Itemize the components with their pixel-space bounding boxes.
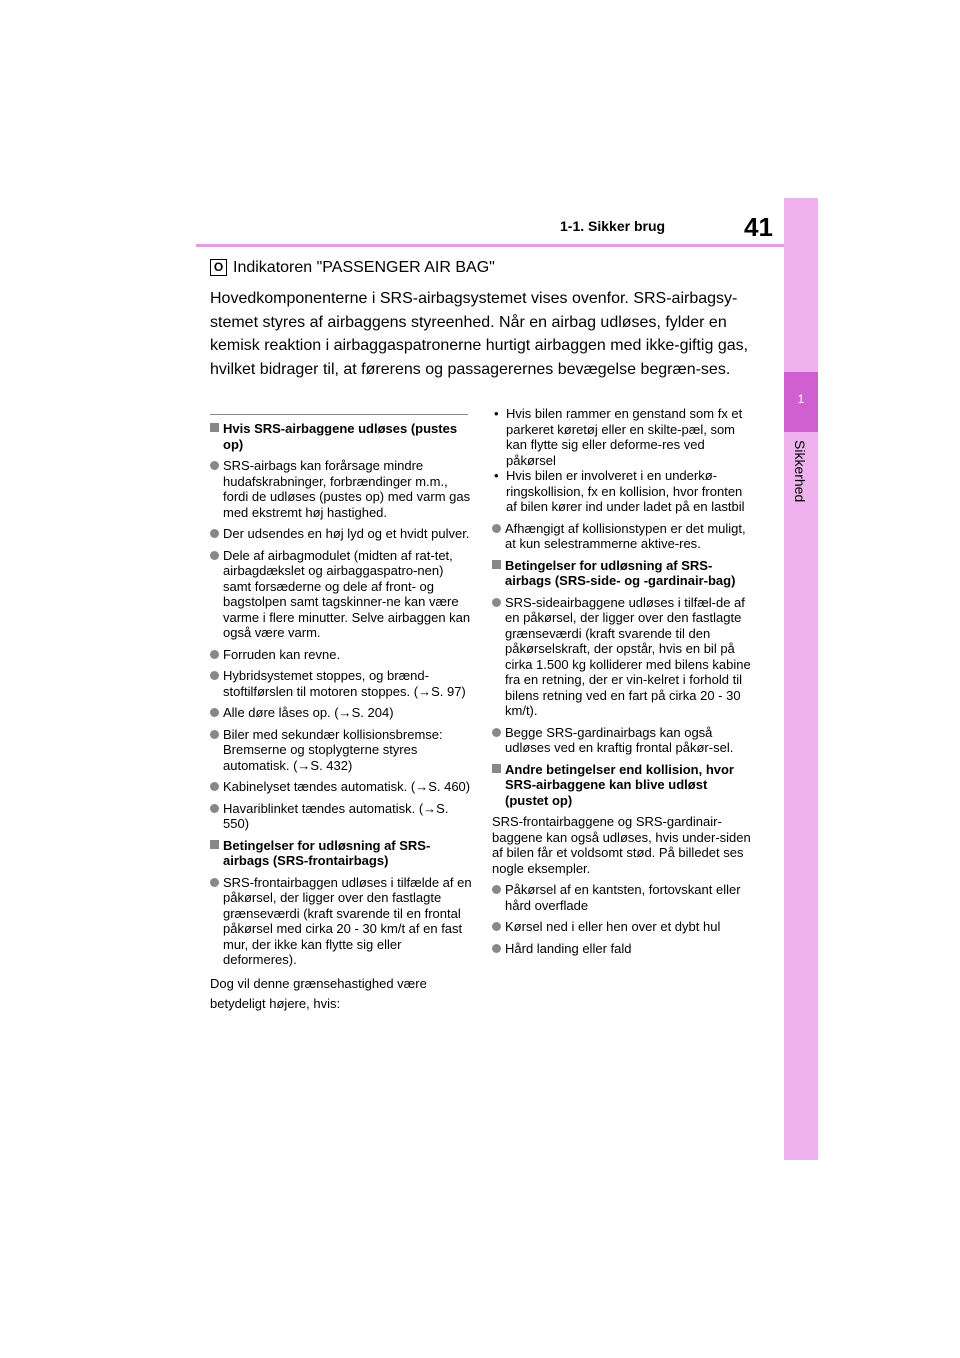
list-item: Dele af airbagmodulet (midten af rat-tet, airbagdækslet og airbaggaspatro-nen) samt forsæderne og dele af front- og bagstolpen samt tagskinner-ne kan være varme i flere minutter. Selve airbaggen kan også være varm. bbox=[210, 548, 472, 641]
dash-item: • Hvis bilen rammer en genstand som fx et parkeret køretøj eller en skilte-pæl, som kan flytte sig eller deforme-res ved påkørsel bbox=[492, 406, 754, 468]
separator bbox=[210, 414, 468, 415]
list-item: Alle døre låses op. (→S. 204) bbox=[210, 705, 472, 721]
section-title: 1-1. Sikker brug bbox=[560, 218, 666, 234]
paragraph: Dog vil denne grænsehastighed være betydeligt højere, hvis: bbox=[210, 975, 427, 1011]
right-column bbox=[492, 406, 754, 962]
header-rule bbox=[196, 244, 784, 247]
list-item: Påkørsel af en kantsten, fortovskant eller hård overflade bbox=[492, 882, 754, 913]
left-column bbox=[210, 421, 472, 1014]
list-item: Kabinelyset tændes automatisk. (→S. 460) bbox=[210, 779, 472, 795]
side-tab bbox=[784, 198, 818, 1160]
list-item: Forruden kan revne. bbox=[210, 647, 472, 663]
list-item: Biler med sekundær kollisionsbremse: Bremserne og stoplygterne styres automatisk. (→S. 432) bbox=[210, 727, 472, 774]
heading-front-conditions: Betingelser for udløsning af SRS-airbags (SRS-frontairbags) bbox=[210, 838, 472, 869]
intro-paragraph: Hovedkomponenterne i SRS-airbagsystemet vises ovenfor. SRS-airbagsy-stemet styres af airbaggens styreenhed. Når en airbag udløses, fylder en kemisk reaktion i airbaggaspatronerne hurtigt airbaggen med ikke-giftig gas, hvilket bidrager til, at førerens og passagerernes bevægelse begræn-ses. bbox=[210, 290, 749, 378]
heading-other-conditions: Andre betingelser end kollision, hvor SRS-airbaggene kan blive udløst (pustet op) bbox=[492, 762, 754, 809]
dash-item: • Hvis bilen er involveret i en underkø-ringskollision, fx en kollision, hvor fronten af bilen kører ind under ladet på en lastbil bbox=[492, 468, 754, 515]
list-item: Afhængigt af kollisionstypen er det muligt, at kun selestrammerne aktive-res. bbox=[492, 521, 754, 552]
list-item: Havariblinket tændes automatisk. (→S. 550) bbox=[210, 801, 472, 832]
dash-list bbox=[492, 406, 754, 515]
callout-title: Indikatoren "PASSENGER AIR BAG" bbox=[233, 259, 495, 276]
list-item: Kørsel ned i eller hen over et dybt hul bbox=[492, 919, 754, 935]
paragraph: SRS-frontairbaggene og SRS-gardinair-baggene kan også udløses, hvis under-siden af bilen får et voldsomt stød. På billedet ses nogle eksempler. bbox=[492, 814, 751, 876]
list-item: Begge SRS-gardinairbags kan også udløses ved en kraftig frontal påkør-sel. bbox=[492, 725, 754, 756]
chapter-label-wrap bbox=[784, 440, 818, 530]
list-item: Der udsendes en høj lyd og et hvidt pulver. bbox=[210, 526, 472, 542]
list-item: Hybridsystemet stoppes, og brænd-stoftilførslen til motoren stoppes. (→S. 97) bbox=[210, 668, 472, 699]
list-item: SRS-airbags kan forårsage mindre hudafskrabninger, forbrændinger m.m., fordi de udløses (pustes op) med varm gas med ekstremt høj hastighed. bbox=[210, 458, 472, 520]
list-item: Hård landing eller fald bbox=[492, 941, 754, 957]
list-item: SRS-frontairbaggen udløses i tilfælde af en påkørsel, der ligger over den fastlagte grænseværdi (kraft svarende til en frontal påkørsel med cirka 20 - 30 km/t af en fast mur, der ikke kan flytte sig eller deformeres). bbox=[210, 875, 472, 968]
chapter-label: Sikkerhed bbox=[792, 440, 808, 503]
page-number: 41 bbox=[744, 212, 773, 242]
heading-side-conditions: Betingelser for udløsning af SRS-airbags (SRS-side- og -gardinair-bag) bbox=[492, 558, 754, 589]
chapter-number: 1 bbox=[797, 392, 805, 406]
callout-badge: O bbox=[210, 259, 227, 276]
list-item: SRS-sideairbaggene udløses i tilfæl-de af en påkørsel, der ligger over den fastlagte grænseværdi (kraft svarende til den påkørselskraft, der opstår, hvis en bil på cirka 1.500 kg kolliderer med bilens kabine fra en retning, der er vin-kelret i forhold til bilens retning ved en fart på cirka 20 - 30 km/t). bbox=[492, 595, 754, 719]
heading-deployed: Hvis SRS-airbaggene udløses (pustes op) bbox=[210, 421, 472, 452]
